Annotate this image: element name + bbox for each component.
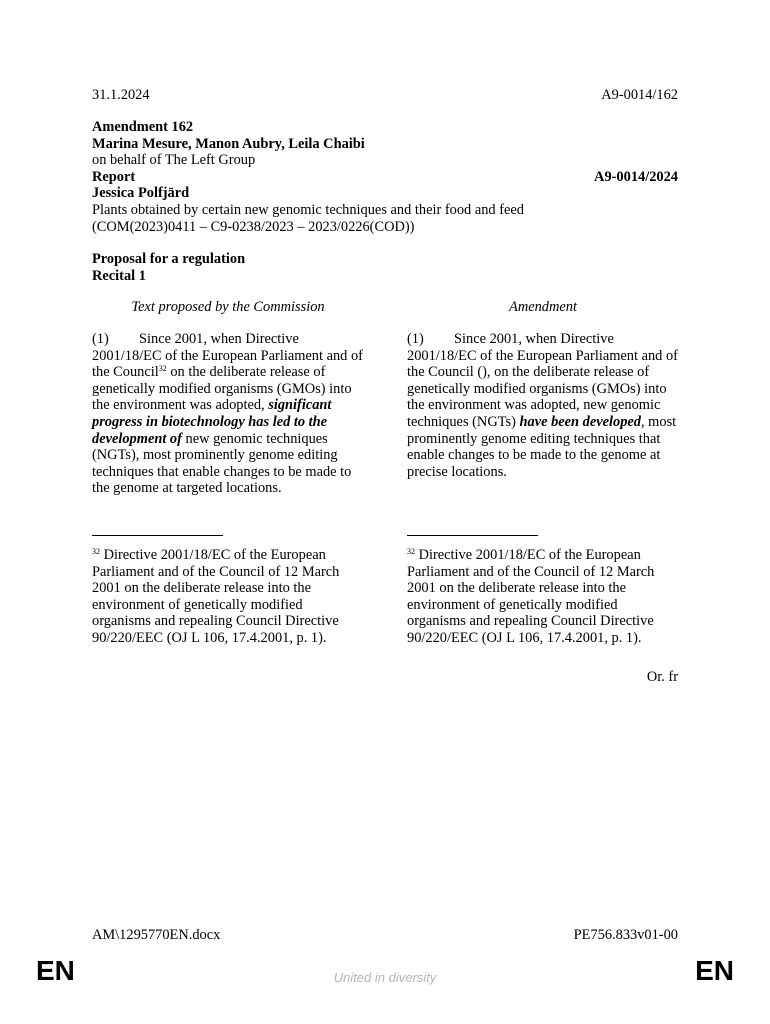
footnote-left [92,547,364,647]
amendment-text-part-1: Since 2001, when Directive 2001/18/EC of the European Parliament and of the Council (), on the deliberate release of genetically modified organisms (GMOs) into the environment was adopted, new genomic techniques (NGTs) [407,331,678,430]
recital-label: Recital 1 [92,267,146,284]
procedure-reference: (COM(2023)0411 – C9-0238/2023 – 2023/0226(COD)) [92,218,415,235]
commission-text-part-3: new genomic techniques (NGTs), most prominently genome editing techniques that enable changes to be made to the genome at targeted locations. [92,430,352,497]
eu-motto: United in diversity [333,970,437,985]
report-label: Report [92,168,136,185]
pe-number: PE756.833v01-00 [573,927,678,943]
footnote-reference: 32 [158,364,167,374]
rapporteur: Jessica Polfjärd [92,185,190,202]
footnote-text: Directive 2001/18/EC of the European Parliament and of the Council of 12 March 2001 on the deliberate release into the environment of genetically modified organisms and repealing Council Directive 90/220/EEC (OJ L 106, 17.4.2001, p. 1). [92,547,340,646]
recital-number: (1) [92,331,109,347]
footnote-separator [407,535,538,536]
amendment-meta [92,119,678,235]
footnote-right [407,547,679,647]
subject-title: Plants obtained by certain new genomic techniques and their food and feed [92,201,524,218]
amendment-number: Amendment 162 [92,119,194,135]
left-column-heading: Text proposed by the Commission [131,299,325,315]
document-date: 31.1.2024 [92,87,150,103]
language-code-left: EN [36,955,75,986]
amendment-text-part-2: , most prominently genome editing techniques that enable changes to be made to the genome at precise locations. [407,413,677,480]
footnote-number: 32 [407,547,415,556]
document-filename: AM\1295770EN.docx [92,927,221,943]
commission-text-part-2: on the deliberate release of genetically modified organisms (GMOs) into the environment was adopted, [92,364,352,414]
commission-text-part-1: Since 2001, when Directive 2001/18/EC of the European Parliament and of the Council [92,331,363,381]
report-line [92,169,678,186]
right-column-heading: Amendment [509,299,577,315]
recital-number: (1) [407,331,424,347]
commission-text [92,331,364,497]
amendment-text [407,331,679,480]
deleted-text: significant progress in biotechnology has led to the development of [92,397,332,447]
proposal-block [92,251,678,284]
proposal-title: Proposal for a regulation [92,251,246,267]
amendment-reference: A9-0014/162 [601,87,678,103]
footnote-separator [92,535,223,536]
original-language: Or. fr [646,669,678,685]
political-group: on behalf of The Left Group [92,152,256,169]
language-code-right: EN [695,955,734,986]
footnote-text: Directive 2001/18/EC of the European Parliament and of the Council of 12 March 2001 on the deliberate release into the environment of genetically modified organisms and repealing Council Directive 90/220/EEC (OJ L 106, 17.4.2001, p. 1). [407,547,655,646]
footnote-number: 32 [92,547,100,556]
inserted-text: have been developed [519,413,641,430]
report-reference: A9-0014/2024 [594,168,678,185]
amendment-authors: Marina Mesure, Manon Aubry, Leila Chaibi [92,135,365,152]
